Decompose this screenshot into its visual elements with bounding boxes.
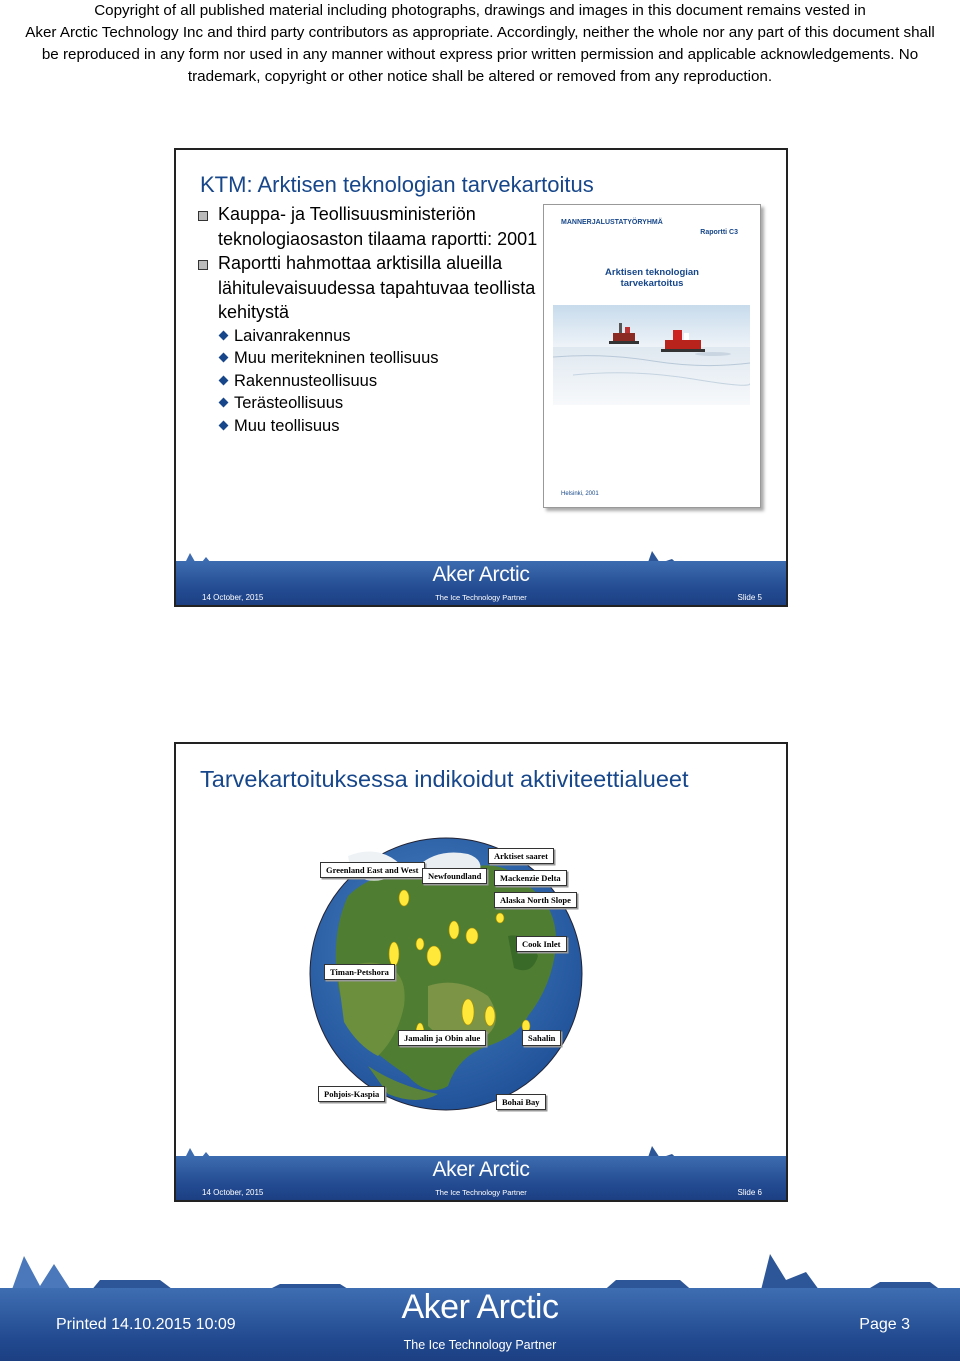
slide-number: Slide 5 [737,593,762,602]
sub-bullet-text: Muu meritekninen teollisuus [234,349,439,367]
bullet-item [198,251,538,325]
report-cover-image [543,204,761,508]
map-label: Sahalin [522,1030,561,1046]
brand-logo: Aker Arctic [401,1288,559,1326]
map-label: Arktiset saaret [488,848,554,864]
map-label: Cook Inlet [516,936,567,952]
brand-logo: Aker Arctic [432,1158,530,1181]
map-label: Alaska North Slope [494,892,577,908]
slide-footer [176,549,786,605]
sub-bullet-item [198,325,538,348]
map-label: Newfoundland [422,868,487,884]
slide-6 [174,742,788,1202]
slide-number: Slide 6 [737,1188,762,1197]
map-label: Mackenzie Delta [494,870,567,886]
printed-timestamp: Printed 14.10.2015 10:09 [56,1316,236,1333]
slide-5 [174,148,788,607]
brand-logo: Aker Arctic [432,563,530,586]
brand-tagline: The Ice Technology Partner [435,593,527,602]
bullet-item [198,202,538,251]
report-place: Helsinki, 2001 [561,491,599,497]
brand-tagline: The Ice Technology Partner [435,1188,527,1197]
sub-bullet-text: Muu teollisuus [234,416,340,435]
copyright-line: be reproduced in any form nor used in any manner without express prior written permission and applicable acknowledgements. No [41,46,919,63]
report-title: Arktisen teknologian tarvekartoitus [605,267,699,289]
map-label: Jamalin ja Obin alue [398,1030,486,1046]
slide-date: 14 October, 2015 [202,1188,264,1197]
diamond-bullet-icon [219,353,229,363]
map-label: Greenland East and West [320,862,425,878]
copyright-line: Copyright of all published material including photographs, drawings and images in this document remains vested in [94,2,866,19]
report-code: Raportti C3 [700,229,738,236]
slide-title: KTM: Arktisen teknologian tarvekartoitus [200,172,594,197]
sub-bullet-text: Terästeollisuus [234,394,344,412]
bullet-text: Raportti hahmottaa arktisilla alueilla lähitulevaisuudessa tapahtuvaa teollista kehitystä [218,253,536,322]
report-header: MANNERJALUSTATYÖRYHMÄ [561,219,663,226]
copyright-line: Aker Arctic Technology Inc and third party contributors as appropriate. Accordingly, neither the whole nor any part of this document shall [25,24,935,41]
page-footer [0,1250,960,1361]
map-label: Pohjois-Kaspia [318,1086,385,1102]
sub-bullet-item [198,392,538,415]
copyright-line: trademark, copyright or other notice shall be altered or removed from any reproduction. [187,68,773,85]
sub-bullet-item [198,415,538,438]
diamond-bullet-icon [219,375,229,385]
sub-bullet-item [198,370,538,393]
diamond-bullet-icon [219,330,229,340]
bullet-text: Kauppa- ja Teollisuusministeriön teknologiaosaston tilaama raportti: 2001 [218,204,538,249]
slide-footer [176,1144,786,1200]
diamond-bullet-icon [219,420,229,430]
map-label: Bohai Bay [496,1094,546,1110]
bullet-list [198,202,538,437]
map-label: Timan-Petshora [324,964,395,980]
copyright-notice [0,0,960,88]
sub-bullet-text: Laivanrakennus [234,326,351,345]
brand-tagline: The Ice Technology Partner [403,1338,557,1352]
sub-bullet-text: Rakennusteollisuus [234,371,378,390]
page-number: Page 3 [859,1316,910,1333]
sub-bullet-item [198,347,538,370]
icebreaker-photo [553,305,750,405]
slide-date: 14 October, 2015 [202,593,264,602]
square-bullet-icon [198,260,208,270]
square-bullet-icon [198,211,208,221]
diamond-bullet-icon [219,398,229,408]
slide-title: Tarvekartoituksessa indikoidut aktiviteettialueet [200,766,689,792]
